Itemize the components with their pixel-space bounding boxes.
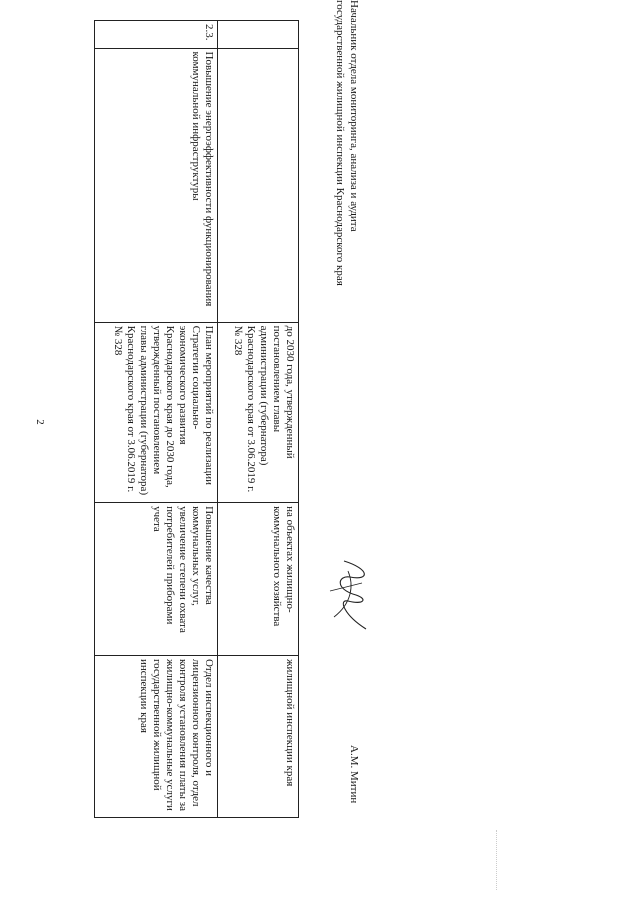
measure-name-cell: Повышение энергоэффективности функционирования коммунальной инфраструктуры [95, 48, 218, 322]
handwritten-signature [326, 555, 374, 635]
measure-name-cell [218, 48, 299, 322]
row-number-cell: 2.3. [95, 21, 218, 49]
objective-cell: на объектах жилищно-коммунального хозяйства [218, 503, 299, 656]
table-row [95, 21, 218, 818]
executor-cell: жилищной инспекции края [218, 655, 299, 817]
position-line-1: Начальник отдела мониторинга, анализа и аудита [348, 0, 360, 232]
document-cell: до 2030 года, утвержденный постановлением главы администрации (губернатора) Краснодарского края от 3.06.2019 г. № 328 [218, 322, 299, 502]
row-number-cell [218, 21, 299, 49]
position-line-2: государственной жилищной инспекции Краснодарского края [334, 0, 346, 286]
scan-artifact-dots [496, 830, 499, 890]
signatory-name: А.М. Митин [348, 745, 360, 804]
page-number: 2 [34, 419, 46, 425]
table-row [218, 21, 299, 818]
signatory-position [333, 0, 361, 286]
document-cell: План мероприятий по реализации Стратегии социально-экономического развития Краснодарского края до 2030 года, утвержденный постановлением главы администрации (губернатора) Краснодарского края от 3.06.2019 г. № 328 [95, 322, 218, 502]
measures-table [94, 20, 299, 818]
objective-cell: Повышение качества коммунальных услуг, увеличение степени охвата потребителей приборами учета [95, 503, 218, 656]
executor-cell: Отдел инспекционного и лицензионного контроля, отдел контроля установления платы за жилищно-коммунальные услуги государственной жилищной инспекции края [95, 655, 218, 817]
